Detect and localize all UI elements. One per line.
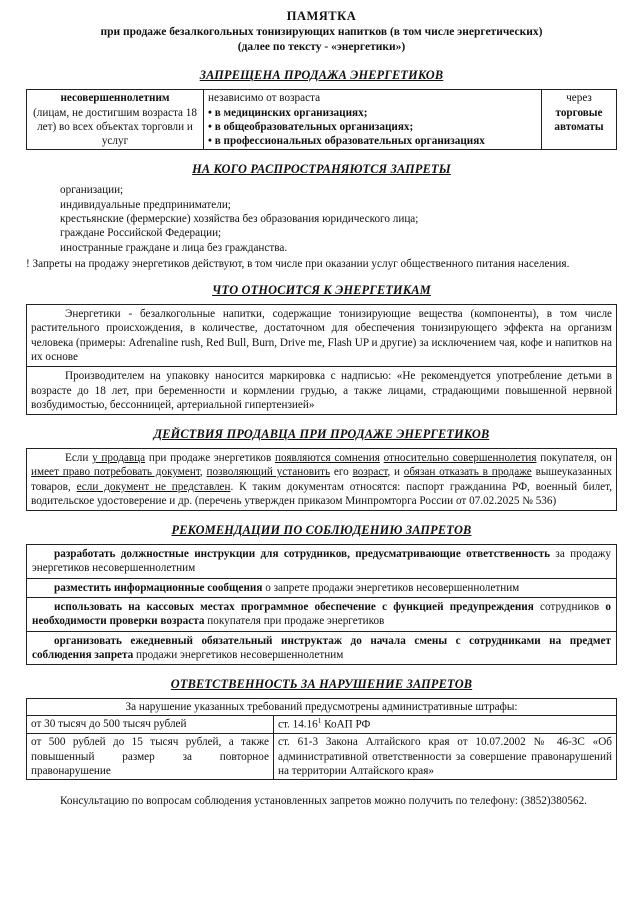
recommend-bold: организовать ежедневный обязательный инструктаж до начала смены с сотрудниками на предмет соблюдения запрета (32, 634, 611, 661)
recommend-text: продажи энергетиков несовершеннолетним (133, 648, 344, 661)
ban-heading: ЗАПРЕЩЕНА ПРОДАЖА ЭНЕРГЕТИКОВ (199, 68, 444, 83)
ban-through: через (566, 92, 592, 105)
responsibility-heading: ОТВЕТСТВЕННОСТЬ ЗА НАРУШЕНИЕ ЗАПРЕТОВ (170, 677, 473, 692)
fine-law-text: ст. 14.16 (278, 719, 318, 732)
seller-underlined: имеет право потребовать документ (31, 466, 200, 479)
recommend-heading: РЕКОМЕНДАЦИИ ПО СОБЛЮДЕНИЮ ЗАПРЕТОВ (171, 523, 472, 538)
recommend-bold: разработать должностные инструкции для сотрудников, предусматривающие ответственность (54, 548, 551, 560)
recommend-software (26, 598, 617, 632)
ban-place-prof-edu: • в профессиональных образовательных организациях (208, 135, 485, 148)
ban-machines: торговые автоматы (554, 106, 604, 133)
seller-text: вышеуказанных товаров, (31, 466, 612, 493)
seller-text: , (199, 466, 207, 479)
doc-subtitle: при продаже безалкогольных тонизирующих напитков (в том числе энергетических) (100, 26, 543, 38)
who-list (60, 183, 617, 255)
seller-text: покупателя, он (536, 451, 612, 464)
what-definition: Энергетики - безалкогольные напитки, содержащие тонизирующие вещества (компоненты), в том числе растительного происхождения, в количестве, достаточном для обеспечения тонизирующего эффекта на организм человека (примеры: Adrenaline rush, Red Bull, Burn, Drive me, Flash UP и другие) за исключением чая, кофе и напитков на их основе (26, 304, 617, 367)
fine-amount: от 30 тысяч до 500 тысяч рублей (27, 716, 274, 734)
seller-heading: ДЕЙСТВИЯ ПРОДАВЦА ПРИ ПРОДАЖЕ ЭНЕРГЕТИКОВ (153, 427, 490, 442)
seller-text: Если (65, 451, 93, 464)
list-item: крестьянские (фермерские) хозяйства без образования юридического лица; (60, 212, 419, 225)
recommend-instructions (26, 544, 617, 579)
recommend-briefing (26, 632, 617, 666)
recommend-bold: о необходимости проверки возраста (32, 600, 611, 628)
list-item: организации; (60, 184, 124, 197)
ban-table (26, 89, 617, 150)
ban-places-cell (204, 90, 542, 150)
ban-place-general-edu: • в общеобразовательных организациях; (208, 120, 414, 133)
who-note: ! Запреты на продажу энергетиков действуют, в том числе при оказании услуг общественного питания населения. (26, 257, 570, 270)
ban-minors-cell (27, 90, 204, 150)
fine-law: ст. 61-3 Закона Алтайского края от 10.07.2002 № 46-ЗС «Об административной ответственности за совершение правонарушений на территории Алтайского края» (274, 734, 617, 780)
list-item: граждане Российской Федерации; (60, 227, 222, 240)
doc-subtitle-note: (далее по тексту - «энергетики») (237, 40, 406, 53)
ban-place-medical: • в медицинских организациях; (208, 106, 368, 119)
seller-underlined: если документ не представлен (76, 480, 231, 493)
ban-machines-cell (542, 90, 617, 150)
seller-underlined: появляются сомнения (274, 451, 380, 464)
seller-text: , и (387, 466, 404, 479)
what-labeling: Производителем на упаковку наносится маркировка с надписью: «Не рекомендуется употребление детьми в возрасте до 18 лет, при беременности и кормлении грудью, а также лицами, страдающими повышенной нервной возбудимостью, бессонницей, артериальной гипертензией» (26, 367, 617, 415)
seller-actions (26, 448, 617, 511)
doc-title: ПАМЯТКА (286, 9, 357, 23)
fine-law-sup: 1 (317, 717, 322, 726)
fines-table (26, 698, 617, 780)
seller-text: . К таким документам относятся: паспорт гражданина РФ, военный билет, водительское удостоверение и др. (перечень утвержден приказом Минпромторга России от 07.02.2025 № 536) (31, 480, 612, 507)
fines-header: За нарушение указанных требований предусмотрены административные штрафы: (27, 699, 617, 716)
ban-minors-bold: несовершеннолетним (60, 92, 170, 105)
seller-underlined: относительно совершеннолетия (383, 451, 537, 464)
table-row (27, 716, 617, 734)
seller-text: его (330, 466, 353, 479)
seller-text: при продаже энергетиков (145, 451, 275, 464)
fine-law-text: КоАП РФ (321, 719, 371, 732)
ban-regardless: независимо от возраста (208, 92, 321, 105)
recommend-text: покупателя при продаже энергетиков (204, 615, 385, 628)
what-heading: ЧТО ОТНОСИТСЯ К ЭНЕРГЕТИКАМ (212, 283, 431, 298)
fine-amount: от 500 рублей до 15 тысяч рублей, а также повышенный размер за повторное правонарушение (27, 734, 274, 780)
recommend-text: о запрете продажи энергетиков несовершеннолетним (262, 581, 520, 594)
recommend-text: за продажу энергетиков несовершеннолетним (32, 548, 611, 575)
list-item: иностранные граждане и лица без гражданства. (60, 241, 288, 254)
recommend-bold: использовать на кассовых местах программное обеспечение с функцией предупреждения (54, 600, 534, 613)
recommend-messages (26, 579, 617, 598)
ban-minors-rest: (лицам, не достигшим возраста 18 лет) во всех объектах торговли и услуг (33, 106, 197, 148)
seller-underlined: позволяющий установить (206, 466, 331, 479)
recommend-text: сотрудников (533, 600, 606, 613)
consultation-text: Консультацию по вопросам соблюдения установленных запретов можно получить по телефону: (3852)380562. (60, 795, 587, 808)
seller-underlined: возраст (352, 466, 388, 479)
list-item: индивидуальные предприниматели; (60, 198, 231, 211)
fine-law (274, 716, 617, 734)
who-heading: НА КОГО РАСПРОСТРАНЯЮТСЯ ЗАПРЕТЫ (192, 162, 451, 177)
table-row (27, 734, 617, 780)
seller-underlined: обязан отказать в продаже (403, 466, 532, 479)
seller-underlined: у продавца (92, 451, 146, 464)
recommend-bold: разместить информационные сообщения (54, 581, 263, 594)
